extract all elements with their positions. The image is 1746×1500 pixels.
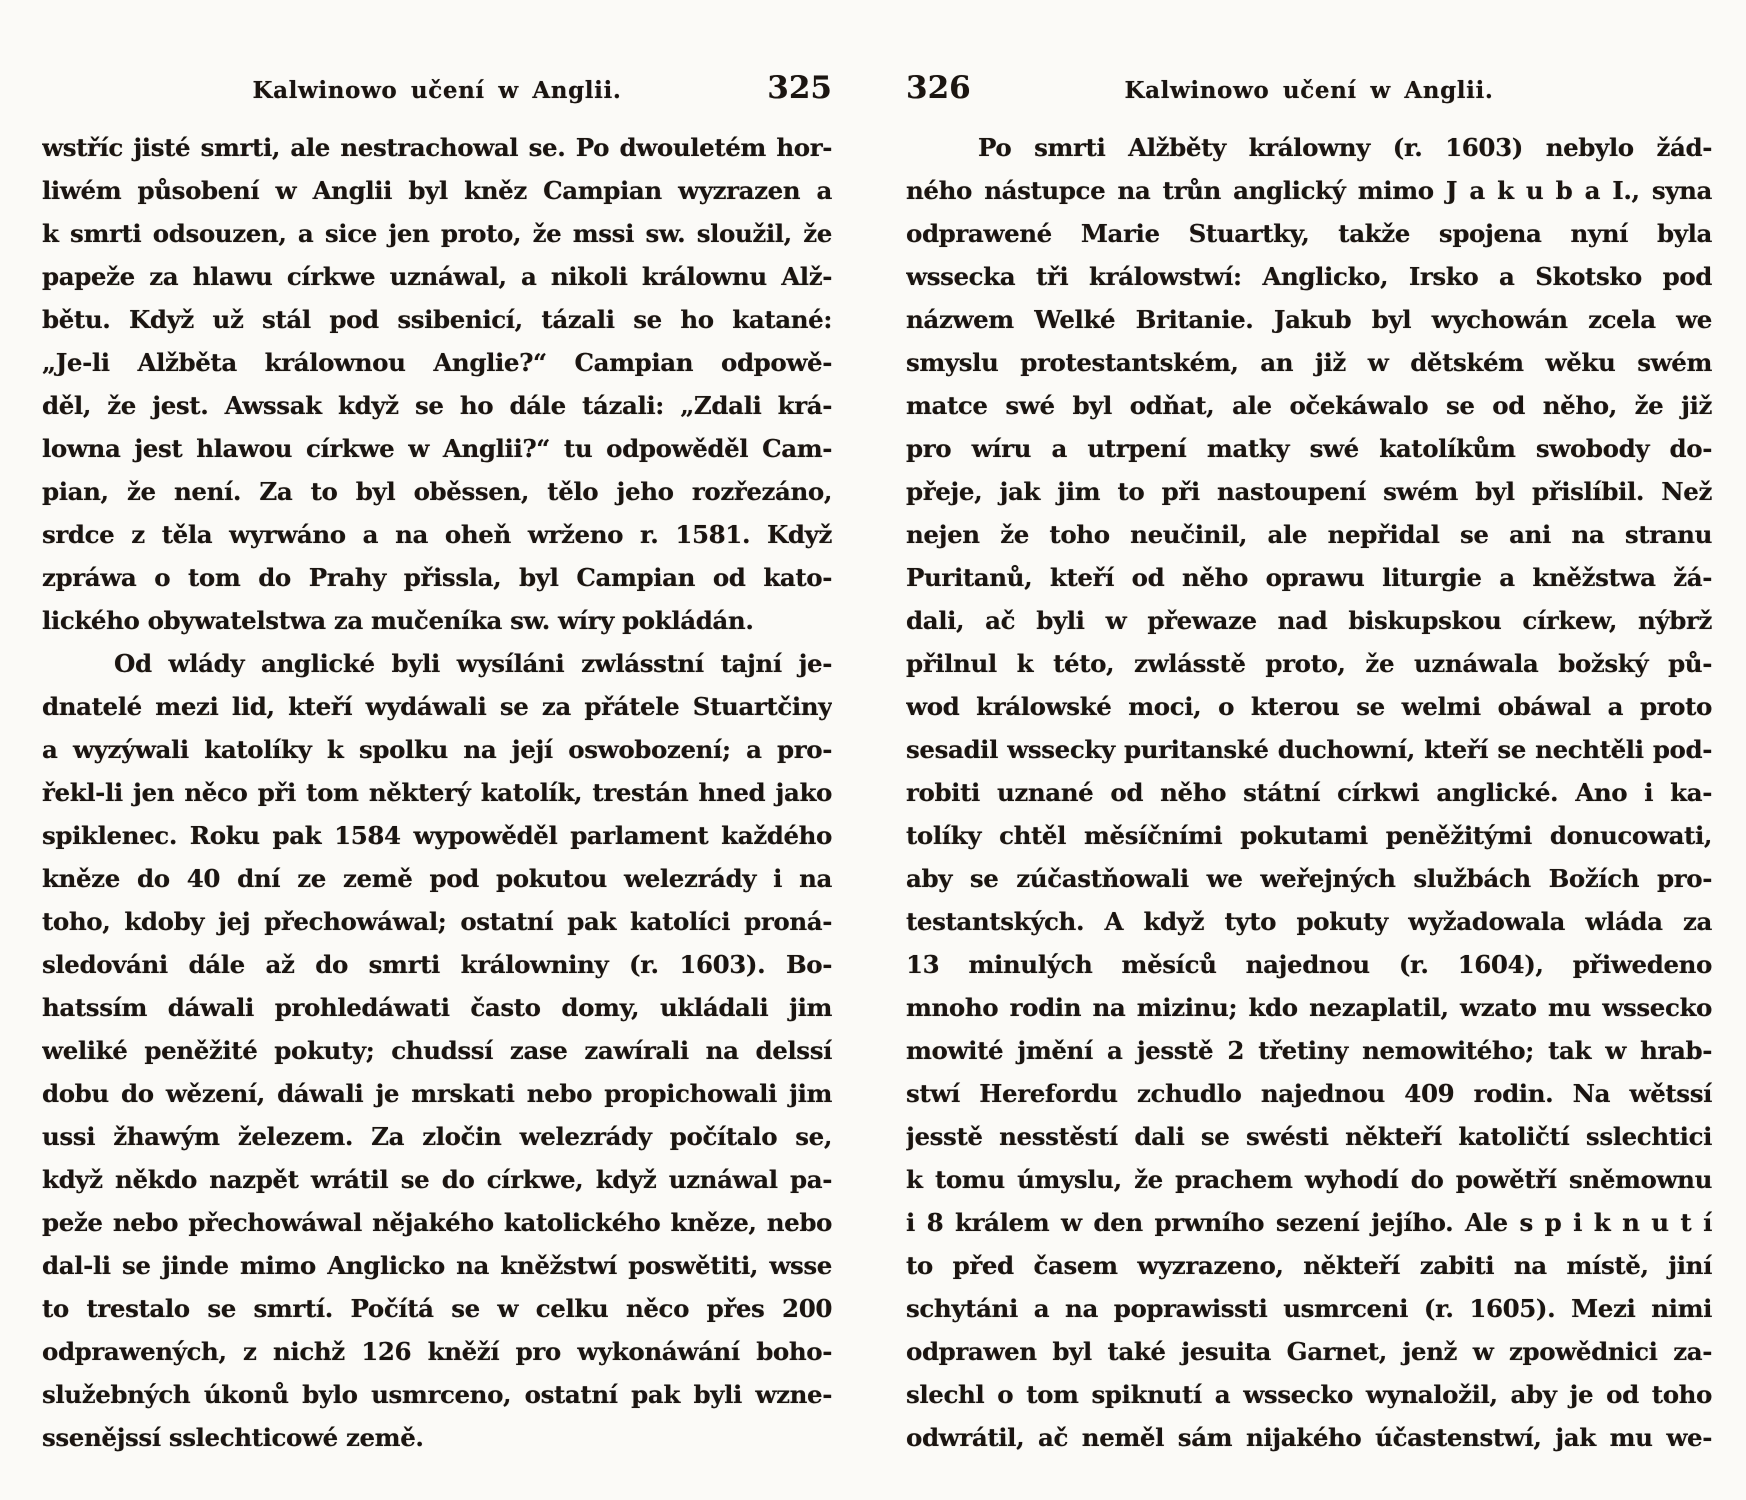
text-line: lowna jest hlawou církwe w Anglii?“ tu odpowěděl Cam- (42, 434, 832, 463)
page-325-header (42, 70, 832, 106)
text-line: Od wlády anglické byli wysíláni zwlásstní tajní je- (114, 649, 832, 678)
running-title-right: Kalwinowo učení w Anglii. (1124, 77, 1494, 104)
text-line: názwem Welké Britanie. Jakub byl wychowán zcela we (906, 305, 1712, 334)
text-line: i 8 králem w den prwního sezení jejího. Ale s p i k n u t í (906, 1208, 1712, 1237)
text-line: dal-li se jinde mimo Anglicko na kněžstwí poswětiti, wsse (42, 1251, 832, 1280)
text-line: wssecka tři králowstwí: Anglicko, Irsko a Skotsko pod (906, 262, 1712, 291)
text-line: služebných úkonů bylo usmrceno, ostatní pak byli wzne- (42, 1380, 832, 1409)
text-line: ussi žhawým železem. Za zločin welezrády počítalo se, (42, 1122, 832, 1151)
text-line: stwí Herefordu zchudlo najednou 409 rodin. Na wětssí (906, 1079, 1712, 1108)
text-line: matce swé byl odňat, ale očekáwalo se od něho, že již (906, 391, 1712, 420)
text-line: odprawen byl také jesuita Garnet, jenž w zpowědnici za- (906, 1337, 1712, 1366)
text-line: dnatelé mezi lid, kteří wydáwali se za přátele Stuartčiny (42, 692, 832, 721)
text-line: lického obywatelstwa za mučeníka sw. wíry pokládán. (42, 606, 754, 635)
page-number-326: 326 (906, 70, 971, 106)
text-line: srdce z těla wyrwáno a na oheň wrženo r. 1581. Když (42, 520, 832, 549)
text-line: pian, že není. Za to byl oběssen, tělo jeho rozřezáno, (42, 477, 832, 506)
text-line: zpráwa o tom do Prahy přissla, byl Campian od kato- (42, 563, 832, 592)
text-line: to před časem wyzrazeno, někteří zabiti na místě, jiní (906, 1251, 1712, 1280)
text-line: ného nástupce na trůn anglický mimo J a k u b a I., syna (906, 176, 1712, 205)
page-number-325: 325 (767, 70, 832, 106)
page-326-header (906, 70, 1712, 106)
text-line: papeže za hlawu církwe uznáwal, a nikoli králownu Alž- (42, 262, 832, 291)
text-line: pro wíru a utrpení matky swé katolíkům swobody do- (906, 434, 1712, 463)
text-line: testantských. A když tyto pokuty wyžadowala wláda za (906, 907, 1712, 936)
text-line: to trestalo se smrtí. Počítá se w celku něco přes 200 (42, 1294, 832, 1323)
text-line: kněze do 40 dní ze země pod pokutou welezrády i na (42, 864, 832, 893)
text-line: robiti uznané od něho státní církwi anglické. Ano i ka- (906, 778, 1712, 807)
text-line: jesstě nesstěstí dali se swésti někteří katoličtí sslechtici (906, 1122, 1712, 1151)
text-line: Po smrti Alžběty králowny (r. 1603) nebylo žád- (978, 133, 1712, 162)
text-line: přilnul k této, zwlásstě proto, že uznáwala božský pů- (906, 649, 1712, 678)
text-line: dobu do wězení, dáwali je mrskati nebo propichowali jim (42, 1079, 832, 1108)
text-line: ssenějssí sslechticowé země. (42, 1423, 424, 1452)
text-line: mowité jmění a jesstě 2 třetiny nemowitého; tak w hrab- (906, 1036, 1712, 1065)
text-line: toho, kdoby jej přechowáwal; ostatní pak katolíci proná- (42, 907, 832, 936)
text-line: dali, ač byli w přewaze nad biskupskou církew, nýbrž (906, 606, 1712, 635)
text-line: schytáni a na poprawissti usmrceni (r. 1605). Mezi nimi (906, 1294, 1712, 1323)
text-line: tolíky chtěl měsíčními pokutami peněžitými donucowati, (906, 821, 1712, 850)
page-325 (42, 60, 832, 1470)
text-line: weliké peněžité pokuty; chudssí zase zawírali na delssí (42, 1036, 832, 1065)
text-line: Puritanů, kteří od něho oprawu liturgie a kněžstwa žá- (906, 563, 1712, 592)
text-line: slechl o tom spiknutí a wssecko wynaložil, aby je od toho (906, 1380, 1712, 1409)
page-326 (906, 60, 1712, 1470)
page-325-body (42, 126, 832, 1459)
text-line: peže nebo přechowáwal nějakého katolického kněze, nebo (42, 1208, 832, 1237)
text-line: nejen že toho neučinil, ale nepřidal se ani na stranu (906, 520, 1712, 549)
text-line: odprawených, z nichž 126 kněží pro wykonáwání boho- (42, 1337, 832, 1366)
text-line: sledováni dále až do smrti králowniny (r. 1603). Bo- (42, 950, 832, 979)
text-line: liwém působení w Anglii byl kněz Campian wyzrazen a (42, 176, 832, 205)
text-line: mnoho rodin na mizinu; kdo nezaplatil, wzato mu wssecko (906, 993, 1712, 1022)
text-line: k smrti odsouzen, a sice jen proto, že mssi sw. sloužil, že (42, 219, 832, 248)
text-line: odprawené Marie Stuartky, takže spojena nyní byla (906, 219, 1712, 248)
text-line: hatssím dáwali prohledáwati často domy, ukládali jim (42, 993, 832, 1022)
text-line: aby se zúčastňowali we weřejných službách Božích pro- (906, 864, 1712, 893)
text-line: odwrátil, ač neměl sám nijakého účastenstwí, jak mu we- (906, 1423, 1712, 1452)
text-line: řekl-li jen něco při tom některý katolík, trestán hned jako (42, 778, 832, 807)
text-line: 13 minulých měsíců najednou (r. 1604), přiwedeno (906, 950, 1712, 979)
running-title-left: Kalwinowo učení w Anglii. (252, 77, 622, 104)
page-326-body (906, 126, 1712, 1459)
text-line: sesadil wssecky puritanské duchowní, kteří se nechtěli pod- (906, 735, 1712, 764)
text-line: „Je-li Alžběta králownou Anglie?“ Campian odpowě- (42, 348, 832, 377)
text-line: k tomu úmyslu, že prachem wyhodí do powětří sněmownu (906, 1165, 1712, 1194)
text-line: spiklenec. Roku pak 1584 wypowěděl parlament každého (42, 821, 832, 850)
text-line: bětu. Když už stál pod ssibenicí, tázali se ho katané: (42, 305, 832, 334)
text-line: wstříc jisté smrti, ale nestrachowal se. Po dwouletém hor- (42, 133, 832, 162)
text-line: když někdo nazpět wrátil se do církwe, když uznáwal pa- (42, 1165, 832, 1194)
text-line: smyslu protestantském, an již w dětském wěku swém (906, 348, 1712, 377)
text-line: děl, že jest. Awssak když se ho dále tázali: „Zdali krá- (42, 391, 832, 420)
text-line: a wyzýwali katolíky k spolku na její oswobození; a pro- (42, 735, 832, 764)
text-line: přeje, jak jim to při nastoupení swém byl přislíbil. Než (906, 477, 1712, 506)
text-line: wod králowské moci, o kterou se welmi obáwal a proto (906, 692, 1712, 721)
